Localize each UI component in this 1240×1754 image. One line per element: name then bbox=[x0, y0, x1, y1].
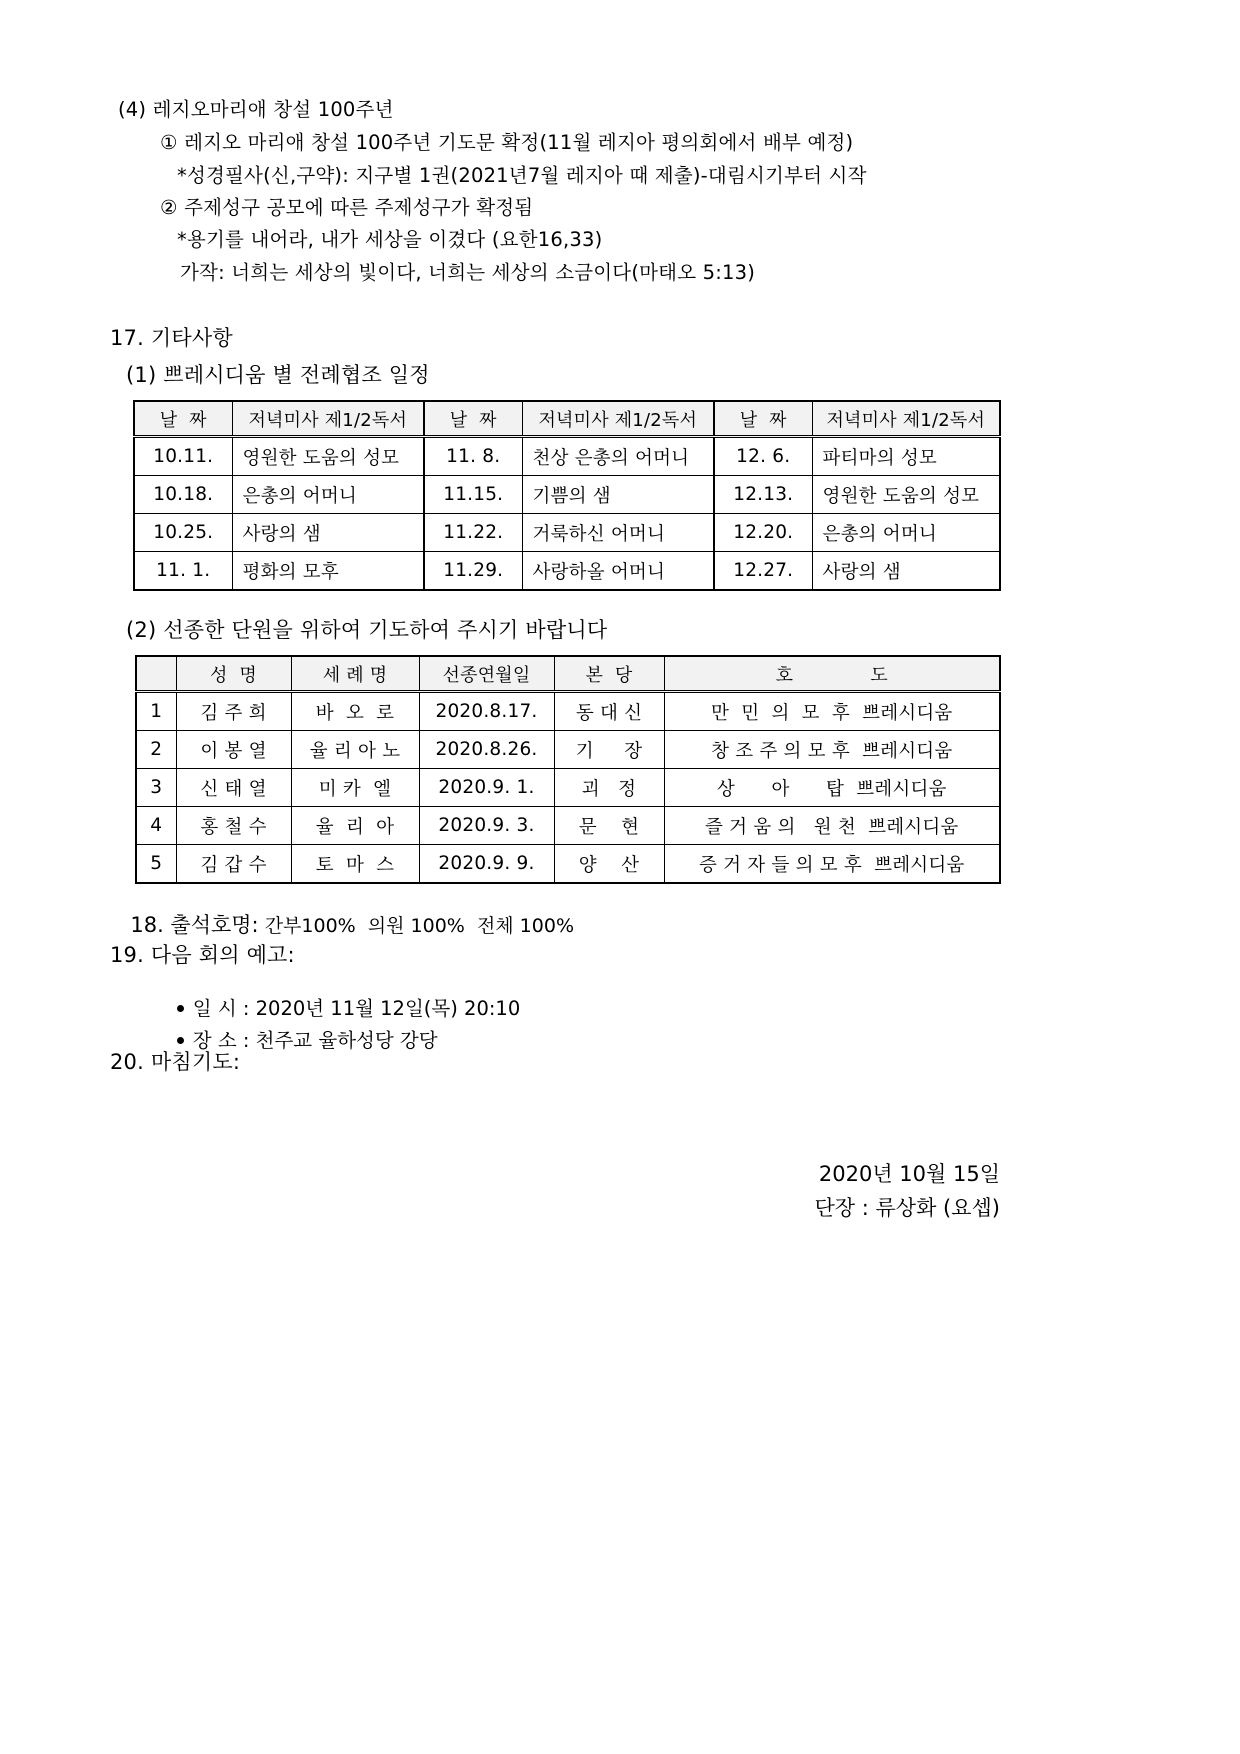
cell-name: 김 주 희 bbox=[176, 692, 291, 731]
col-reading-1: 저녁미사 제1/2독서 bbox=[232, 401, 424, 437]
col-baptismal-name: 세 례 명 bbox=[291, 656, 419, 692]
table-row bbox=[134, 437, 1000, 476]
col-parish: 본 당 bbox=[554, 656, 664, 692]
cell-parish: 괴 정 bbox=[554, 769, 664, 807]
cell-baptismal-name: 바 오 로 bbox=[291, 692, 419, 731]
cell-parish: 문 현 bbox=[554, 807, 664, 845]
cell-index: 4 bbox=[136, 807, 176, 845]
section-17-2-heading: (2) 선종한 단원을 위하여 기도하여 주시기 바랍니다 bbox=[126, 618, 608, 642]
cell-praesidium: 즐 거 움 의 원 천 쁘레시디움 bbox=[664, 807, 1000, 845]
cell-praesidium: 창 조 주 의 모 후 쁘레시디움 bbox=[664, 731, 1000, 769]
col-date-2: 날 짜 bbox=[424, 401, 522, 437]
col-praesidium: 호 도 bbox=[664, 656, 1000, 692]
cell-praesidium: 증 거 자 들 의 모 후 쁘레시디움 bbox=[664, 845, 1000, 884]
section-4-item-2: ② 주제성구 공모에 따른 주제성구가 확정됨 bbox=[160, 196, 534, 219]
cell-date: 11.29. bbox=[424, 552, 522, 591]
section-4-note-3: 가작: 너희는 세상의 빛이다, 너희는 세상의 소금이다(마태오 5:13) bbox=[180, 261, 756, 284]
cell-death-date: 2020.9. 9. bbox=[419, 845, 554, 884]
section-18-heading: 18. 출석호명: bbox=[130, 913, 259, 937]
cell-baptismal-name: 율 리 아 노 bbox=[291, 731, 419, 769]
cell-reading: 파티마의 성모 bbox=[812, 437, 1000, 476]
cell-date: 10.18. bbox=[134, 476, 232, 514]
cell-reading: 천상 은총의 어머니 bbox=[522, 437, 714, 476]
cell-reading: 영원한 도움의 성모 bbox=[812, 476, 1000, 514]
col-index bbox=[136, 656, 176, 692]
cell-date: 10.11. bbox=[134, 437, 232, 476]
cell-reading: 사랑하올 어머니 bbox=[522, 552, 714, 591]
cell-parish: 동 대 신 bbox=[554, 692, 664, 731]
section-19-bullet-1: 일 시 : 2020년 11월 12일(목) 20:10 bbox=[192, 997, 521, 1020]
table-row bbox=[136, 845, 1000, 884]
cell-reading: 영원한 도움의 성모 bbox=[232, 437, 424, 476]
cell-reading: 은총의 어머니 bbox=[232, 476, 424, 514]
cell-date: 10.25. bbox=[134, 514, 232, 552]
section-19-bullet-2: 장 소 : 천주교 율하성당 강당 bbox=[192, 1029, 438, 1052]
section-17-1-heading: (1) 쁘레시디움 별 전례협조 일정 bbox=[126, 363, 430, 387]
table-row bbox=[134, 514, 1000, 552]
section-17-heading: 17. 기타사항 bbox=[110, 326, 233, 350]
cell-death-date: 2020.9. 1. bbox=[419, 769, 554, 807]
cell-date: 11. 8. bbox=[424, 437, 522, 476]
cell-reading: 평화의 모후 bbox=[232, 552, 424, 591]
table-header-row bbox=[136, 656, 1000, 692]
col-reading-2: 저녁미사 제1/2독서 bbox=[522, 401, 714, 437]
cell-reading: 기쁨의 샘 bbox=[522, 476, 714, 514]
section-4-note-2: *용기를 내어라, 내가 세상을 이겼다 (요한16,33) bbox=[177, 228, 603, 251]
cell-name: 김 갑 수 bbox=[176, 845, 291, 884]
table-header-row bbox=[134, 401, 1000, 437]
table-row bbox=[136, 769, 1000, 807]
table-row bbox=[136, 692, 1000, 731]
cell-index: 1 bbox=[136, 692, 176, 731]
cell-date: 12.13. bbox=[714, 476, 812, 514]
bullet-dot-icon bbox=[177, 1037, 184, 1044]
cell-date: 12. 6. bbox=[714, 437, 812, 476]
col-death-date: 선종연월일 bbox=[419, 656, 554, 692]
cell-date: 11. 1. bbox=[134, 552, 232, 591]
cell-baptismal-name: 미 카 엘 bbox=[291, 769, 419, 807]
table-row bbox=[134, 552, 1000, 591]
col-name: 성 명 bbox=[176, 656, 291, 692]
liturgy-schedule-table bbox=[133, 400, 1001, 591]
table-row bbox=[136, 731, 1000, 769]
deceased-members-table bbox=[135, 655, 1001, 884]
cell-praesidium: 만 민 의 모 후 쁘레시디움 bbox=[664, 692, 1000, 731]
cell-reading: 은총의 어머니 bbox=[812, 514, 1000, 552]
cell-index: 2 bbox=[136, 731, 176, 769]
cell-death-date: 2020.8.17. bbox=[419, 692, 554, 731]
col-date-1: 날 짜 bbox=[134, 401, 232, 437]
cell-name: 홍 철 수 bbox=[176, 807, 291, 845]
signature-name: 단장 : 류상화 (요셉) bbox=[814, 1196, 1000, 1220]
col-reading-3: 저녁미사 제1/2독서 bbox=[812, 401, 1000, 437]
col-date-3: 날 짜 bbox=[714, 401, 812, 437]
cell-name: 이 봉 열 bbox=[176, 731, 291, 769]
cell-parish: 양 산 bbox=[554, 845, 664, 884]
cell-date: 12.20. bbox=[714, 514, 812, 552]
cell-index: 3 bbox=[136, 769, 176, 807]
cell-death-date: 2020.9. 3. bbox=[419, 807, 554, 845]
cell-date: 11.15. bbox=[424, 476, 522, 514]
cell-baptismal-name: 율 리 아 bbox=[291, 807, 419, 845]
cell-baptismal-name: 토 마 스 bbox=[291, 845, 419, 884]
section-4-item-1: ① 레지오 마리애 창설 100주년 기도문 확정(11월 레지아 평의회에서 배부 예정) bbox=[160, 131, 854, 154]
cell-name: 신 태 열 bbox=[176, 769, 291, 807]
cell-index: 5 bbox=[136, 845, 176, 884]
section-4-heading: (4) 레지오마리애 창설 100주년 bbox=[118, 98, 394, 121]
section-18-value: 간부100% 의원 100% 전체 100% bbox=[264, 915, 575, 937]
signature-date: 2020년 10월 15일 bbox=[818, 1162, 1000, 1186]
section-4-note-1: *성경필사(신,구약): 지구별 1권(2021년7월 레지아 때 제출)-대림시기부터 시작 bbox=[177, 164, 867, 187]
table-row bbox=[134, 476, 1000, 514]
cell-praesidium: 상 아 탑 쁘레시디움 bbox=[664, 769, 1000, 807]
cell-reading: 사랑의 샘 bbox=[812, 552, 1000, 591]
cell-date: 11.22. bbox=[424, 514, 522, 552]
section-19-heading: 19. 다음 회의 예고: bbox=[110, 943, 295, 967]
cell-reading: 사랑의 샘 bbox=[232, 514, 424, 552]
table-row bbox=[136, 807, 1000, 845]
cell-date: 12.27. bbox=[714, 552, 812, 591]
cell-death-date: 2020.8.26. bbox=[419, 731, 554, 769]
section-20-heading: 20. 마침기도: bbox=[110, 1050, 241, 1074]
cell-reading: 거룩하신 어머니 bbox=[522, 514, 714, 552]
cell-parish: 기 장 bbox=[554, 731, 664, 769]
